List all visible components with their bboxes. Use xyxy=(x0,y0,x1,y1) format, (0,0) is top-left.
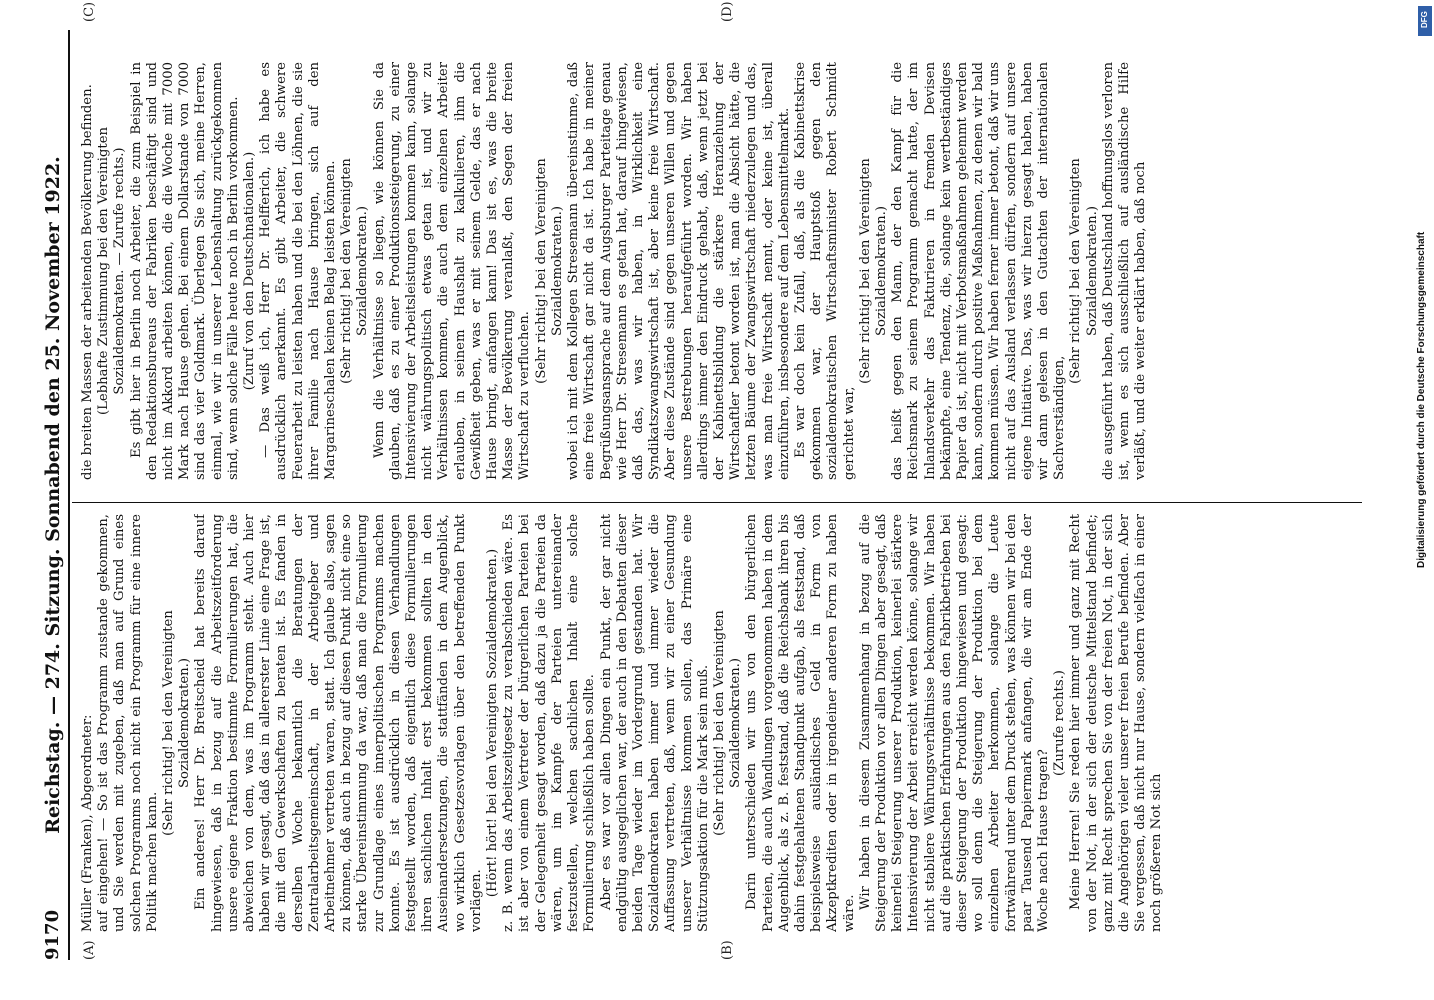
paragraph: Meine Herren! Sie reden hier immer und ganz mit Recht von der Not, in der sich der deutsche Mittelstand befindet; ganz mit Recht sprechen Sie von der freien Not, in der sich die Angehörigen vieler unserer freien Berufe befinden. Aber Sie vergessen, daß nicht nur Hause, sondern vielfach in einer noch größeren Not sich xyxy=(1068,514,1165,932)
column-divider xyxy=(72,502,1362,503)
margin-marker-c: (C) xyxy=(82,1,97,22)
margin-marker-a: (A) xyxy=(82,940,97,960)
paragraph: die breiten Massen der arbeitenden Bevölkerung befinden. xyxy=(80,84,95,480)
interjection: (Sehr richtig! bei den Vereinigten Sozialdemokraten.) xyxy=(161,610,193,836)
interjection: (Lebhafte Zustimmung bei den Vereinigten Sozialdemokraten. — Zurufe rechts.) xyxy=(96,126,128,416)
right-column xyxy=(80,62,1360,480)
margin-marker-b: (B) xyxy=(720,940,735,960)
page-header xyxy=(42,30,66,960)
interjection: (Sehr richtig! bei den Vereinigten Sozialdemokraten.) xyxy=(533,158,565,384)
paragraph: die ausgeführt haben, daß Deutschland hoffnungslos verloren ist, wenn es sich ausschließlich auf ausländische Hilfe verläßt, und die weiter erklärt haben, daß noch xyxy=(1100,62,1149,480)
speaker-name: Müller (Franken), Abgeordneter: xyxy=(80,714,95,932)
paragraph: Ein anderes! Herr Dr. Breitscheid hat bereits darauf hingewiesen, daß in bezug auf die Arbeitszeitforderung unsere eigene Fraktion bestimmte Formulierungen hat, die abweichen von dem, was im Programm steht. Auch hier haben wir gesagt, daß das in allererster Linie eine Frage ist, die mit den Gewerkschaften zu beraten ist. Es fanden in derselben Woche bekanntlich die Beratungen der Zentralarbeitsgemeinschaft, in der Arbeitgeber und Arbeitnehmer vertreten waren, statt. Ich glaube also, sagen zu können, daß auch in bezug auf diesen Punkt nicht eine so starke Übereinstimmung da war, daß man die Formulierung zur Grundlage eines innerpolitischen Programms machen konnte. Es ist ausdrücklich in diesen Verhandlungen festgestellt worden, daß eigentlich diese Formulierungen ihren sachlichen Inhalt erst bekommen sollten in den Auseinandersetzungen, die stattfänden in dem Augenblick, wo wirklich Gesetzesvorlagen über den betreffenden Punkt vorlägen. xyxy=(193,514,484,932)
paragraph: Es gibt hier in Berlin noch Arbeiter, die zum Beispiel in den Redaktionsbureaus der Fabriken beschäftigt sind und nicht im Akkord arbeiten können, die die Woche mit 7000 Mark nach Hause gehen. Bei einem Dollarstande von 7000 sind das vier Goldmark. Überlegen Sie sich, meine Herren, einmal, wie wir in unserer Lebenshaltung zurückgekommen sind, wenn solche Fälle heute noch in Berlin vorkommen. xyxy=(128,62,241,480)
interjection: (Sehr richtig! bei den Vereinigten Sozialdemokraten.) xyxy=(711,610,744,836)
paragraph: — Das weiß ich, Herr Dr. Helfferich, ich habe es ausdrücklich anerkannt. Es gibt Arbeiter, die schwere Feuerarbeit zu leisten haben und die bei den Löhnen, die sie ihrer Familie nach Hause bringen, sich auf den Margarineschalen keinen Belag leisten können. xyxy=(258,62,339,480)
paragraph: wobei ich mit dem Kollegen Stresemann übereinstimme, daß eine freie Wirtschaft gar nicht da ist. Ich habe in meiner Begrüßungsansprache auf dem Augsburger Parteitage genau wie Herr Dr. Stresemann es getan hat, darauf hingewiesen, daß das, was wir haben, in Wirklichkeit eine Syndikatszwangswirtschaft ist, aber keine freie Wirtschaft. Aber diese Zustände sind gegen unseren Willen und gegen unsere Bestrebungen heraufgeführt worden. Wir haben allerdings immer den Eindruck gehabt, daß, wenn jetzt bei der Kabinettsbildung die stärkere Heranziehung der Wirtschaftler betont worden ist, man die Absicht hätte, die letzten Bäume der Zwangswirtschaft niederzulegen und das, was man freie Wirtschaft nennt, oder keine ist, überall einzuführen, insbesondere auf dem Lebensmittelmarkt. xyxy=(566,62,792,480)
paragraph: Aber es war vor allen Dingen ein Punkt, der gar nicht endgültig ausgeglichen war, der auch in den Debatten dieser beiden Tage wieder im Vordergrund gestanden hat. Wir Sozialdemokraten haben immer und immer wieder die Auffassung vertreten, daß, wenn wir zu einer Gesundung unserer Verhältnisse kommen sollen, das Primäre eine Stützungsaktion für die Mark sein muß. xyxy=(598,514,711,932)
paragraph: auf eingehen! — So ist das Programm zustande gekommen, und Sie werden mit zugeben, daß man auf Grund eines solchen Programms noch nicht ein Programm für eine innere Politik machen kann. xyxy=(96,514,160,932)
paragraph: Wir haben in diesem Zusammenhang in bezug auf die Steigerung der Produktion vor allen Dingen aber gesagt, daß keinerlei Steigerung unserer Produktion, keinerlei stärkere Intensivierung der Arbeit erreicht werden könne, solange wir nicht stabilere Währungsverhältnisse bekommen. Wir haben auf die praktischen Erfahrungen aus den Fabrikbetrieben bei dieser Steigerung der Produktion hingewiesen und gesagt: wo soll denn die Steigerung der Produktion bei dem einzelnen Arbeiter herkommen, solange die Leute fortwährend unter dem Druck stehen, was können wir bei den paar Tausend Papiermark anfangen, die wir am Ende der Woche nach Hause tragen? xyxy=(857,514,1051,932)
header-rule xyxy=(68,30,70,960)
credit-text: Digitalisierung gefördert durch die Deutsche Forschungsgemeinschaft xyxy=(1416,231,1427,568)
left-column xyxy=(80,514,1360,932)
interjection: (Sehr richtig! bei den Vereinigten Sozialdemokraten.) xyxy=(857,158,889,384)
interjection: (Zurufe rechts.) xyxy=(1052,670,1068,776)
digitization-credit xyxy=(1416,8,1432,568)
interjection: (Sehr richtig! bei den Vereinigten Sozialdemokraten.) xyxy=(339,158,371,384)
interjection: (Sehr richtig! bei den Vereinigten Sozialdemokraten.) xyxy=(1068,158,1100,384)
dfg-logo: DFG xyxy=(1418,6,1432,36)
page-number: 9170 xyxy=(42,909,63,960)
paragraph: das heißt gegen den Mann, der den Kampf für die Reichsmark zu seinem Programm gemacht hatte, der im Inlandsverkehr das Fakturieren in fremden Devisen bekämpfte, eine Tendenz, die, solange kein wertbeständiges Papier da ist, nicht mit Verbotsmaßnahmen gehemmt werden kann, sondern durch positive Maßnahmen, zu denen wir bald kommen müssen. Wir haben ferner immer betont, daß wir uns nicht auf das Ausland verlassen dürfen, sondern auf unsere eigene Initiative. Das, was wir hierzu gesagt haben, haben wir dann gelesen in den Gutachten der internationalen Sachverständigen, xyxy=(890,62,1068,480)
interjection: (Zuruf von den Deutschnationalen.) xyxy=(242,151,258,391)
paragraph: Wenn die Verhältnisse so liegen, wie können Sie da glauben, daß es zu einer Produktionssteigerung, zu einer Intensivierung der Arbeitsleistungen kommen kann, solange nicht währungspolitisch etwas getan ist, und wir zu Verhältnissen kommen, die auch dem einzelnen Arbeiter erlauben, in seinem Haushalt zu kalkulieren, ihm die Gewißheit geben, was er mit seinem Gelde, das er nach Hause bringt, anfangen kann! Das ist es, was die breite Masse der Bevölkerung veranlaßt, den Segen der freien Wirtschaft zu verfluchen. xyxy=(371,62,533,480)
paragraph: z. B. wenn das Arbeitszeitgesetz zu verabschieden wäre. Es ist aber von einem Vertreter der bürgerlichen Parteien bei der Gelegenheit gesagt worden, daß dazu ja die Parteien da wären, um im Kampfe der Parteien untereinander festzustellen, welchen sachlichen Inhalt eine solche Formulierung schließlich haben sollte. xyxy=(501,514,598,932)
interjection: (Hört! hört! bei den Vereinigten Sozialdemokraten.) xyxy=(485,548,501,898)
paragraph: Darin unterschieden wir uns von den bürgerlichen Parteien, die auch Wandlungen vorgenommen haben in dem Augenblick, als z. B. feststand, daß die Reichsbank ihren bis dahin festgehaltenen Standpunkt aufgab, als feststand, daß beispielsweise ausländisches Geld in Form von Akzeptkrediten oder in irgendeiner anderen Form zu haben wäre. xyxy=(744,514,857,932)
margin-marker-d: (D) xyxy=(720,1,735,22)
page-title: Reichstag. — 274. Sitzung. Sonnabend den 25. November 1922. xyxy=(42,156,64,834)
paragraph: Es war doch kein Zufall, daß, als die Kabinettskrise gekommen war, der Hauptstoß gegen den sozialdemokratischen Wirtschaftsminister Robert Schmidt gerichtet war, xyxy=(792,62,857,480)
